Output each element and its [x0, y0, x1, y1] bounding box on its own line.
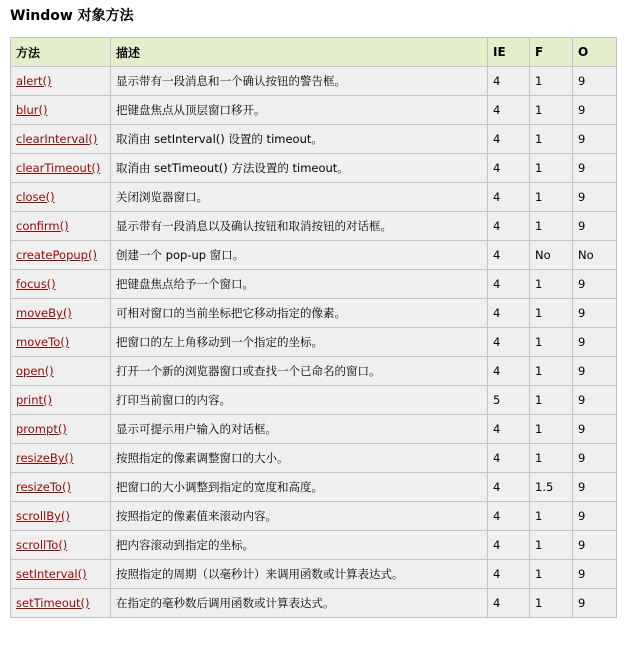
description-cell: 取消由 setTimeout() 方法设置的 timeout。 — [111, 154, 488, 183]
firefox-version-cell: 1 — [530, 154, 573, 183]
ie-version-cell: 4 — [488, 473, 530, 502]
opera-version-cell: 9 — [573, 183, 617, 212]
method-link[interactable]: print() — [16, 393, 52, 407]
opera-version-cell: 9 — [573, 415, 617, 444]
method-link[interactable]: clearTimeout() — [16, 161, 101, 175]
method-cell — [11, 96, 111, 125]
opera-version-cell: 9 — [573, 212, 617, 241]
opera-version-cell: 9 — [573, 154, 617, 183]
method-cell — [11, 67, 111, 96]
method-cell — [11, 212, 111, 241]
table-row — [11, 241, 617, 270]
description-cell: 关闭浏览器窗口。 — [111, 183, 488, 212]
table-row — [11, 299, 617, 328]
description-cell: 显示可提示用户输入的对话框。 — [111, 415, 488, 444]
firefox-version-cell: No — [530, 241, 573, 270]
description-cell: 按照指定的像素调整窗口的大小。 — [111, 444, 488, 473]
firefox-version-cell: 1 — [530, 96, 573, 125]
firefox-version-cell: 1 — [530, 328, 573, 357]
firefox-version-cell: 1 — [530, 299, 573, 328]
table-row — [11, 125, 617, 154]
method-link[interactable]: focus() — [16, 277, 56, 291]
description-cell: 把键盘焦点从顶层窗口移开。 — [111, 96, 488, 125]
firefox-version-cell: 1 — [530, 415, 573, 444]
firefox-version-cell: 1 — [530, 531, 573, 560]
firefox-version-cell: 1 — [530, 183, 573, 212]
description-cell: 打印当前窗口的内容。 — [111, 386, 488, 415]
table-row — [11, 502, 617, 531]
method-cell — [11, 473, 111, 502]
table-row — [11, 67, 617, 96]
table-row — [11, 444, 617, 473]
firefox-version-cell: 1 — [530, 386, 573, 415]
method-cell — [11, 357, 111, 386]
column-header-opera: O — [573, 38, 617, 67]
table-row — [11, 357, 617, 386]
opera-version-cell: 9 — [573, 473, 617, 502]
opera-version-cell: 9 — [573, 589, 617, 618]
firefox-version-cell: 1 — [530, 502, 573, 531]
description-cell: 可相对窗口的当前坐标把它移动指定的像素。 — [111, 299, 488, 328]
table-row — [11, 183, 617, 212]
method-link[interactable]: blur() — [16, 103, 48, 117]
table-row — [11, 154, 617, 183]
opera-version-cell: 9 — [573, 270, 617, 299]
ie-version-cell: 4 — [488, 299, 530, 328]
method-link[interactable]: moveBy() — [16, 306, 72, 320]
ie-version-cell: 4 — [488, 67, 530, 96]
table-row — [11, 415, 617, 444]
method-cell — [11, 415, 111, 444]
method-cell — [11, 241, 111, 270]
firefox-version-cell: 1 — [530, 125, 573, 154]
method-link[interactable]: scrollBy() — [16, 509, 70, 523]
method-cell — [11, 502, 111, 531]
method-link[interactable]: resizeTo() — [16, 480, 71, 494]
ie-version-cell: 4 — [488, 154, 530, 183]
method-cell — [11, 531, 111, 560]
description-cell: 按照指定的周期（以毫秒计）来调用函数或计算表达式。 — [111, 560, 488, 589]
ie-version-cell: 4 — [488, 357, 530, 386]
opera-version-cell: 9 — [573, 67, 617, 96]
firefox-version-cell: 1 — [530, 67, 573, 96]
ie-version-cell: 4 — [488, 589, 530, 618]
description-cell: 显示带有一段消息和一个确认按钮的警告框。 — [111, 67, 488, 96]
opera-version-cell: 9 — [573, 125, 617, 154]
table-row — [11, 270, 617, 299]
method-link[interactable]: confirm() — [16, 219, 69, 233]
method-link[interactable]: prompt() — [16, 422, 67, 436]
table-row — [11, 560, 617, 589]
opera-version-cell: 9 — [573, 299, 617, 328]
ie-version-cell: 4 — [488, 183, 530, 212]
opera-version-cell: 9 — [573, 328, 617, 357]
method-link[interactable]: open() — [16, 364, 54, 378]
table-header-row — [11, 38, 617, 67]
opera-version-cell: 9 — [573, 386, 617, 415]
method-cell — [11, 183, 111, 212]
firefox-version-cell: 1 — [530, 212, 573, 241]
description-cell: 把窗口的大小调整到指定的宽度和高度。 — [111, 473, 488, 502]
firefox-version-cell: 1 — [530, 444, 573, 473]
opera-version-cell: 9 — [573, 560, 617, 589]
method-cell — [11, 589, 111, 618]
opera-version-cell: 9 — [573, 502, 617, 531]
method-link[interactable]: close() — [16, 190, 55, 204]
description-cell: 取消由 setInterval() 设置的 timeout。 — [111, 125, 488, 154]
ie-version-cell: 4 — [488, 125, 530, 154]
table-row — [11, 531, 617, 560]
method-cell — [11, 154, 111, 183]
table-row — [11, 473, 617, 502]
ie-version-cell: 4 — [488, 502, 530, 531]
method-cell — [11, 125, 111, 154]
opera-version-cell: 9 — [573, 357, 617, 386]
column-header-description: 描述 — [111, 38, 488, 67]
method-cell — [11, 444, 111, 473]
description-cell: 把窗口的左上角移动到一个指定的坐标。 — [111, 328, 488, 357]
method-cell — [11, 270, 111, 299]
ie-version-cell: 4 — [488, 560, 530, 589]
firefox-version-cell: 1 — [530, 357, 573, 386]
method-link[interactable]: resizeBy() — [16, 451, 74, 465]
method-link[interactable]: setInterval() — [16, 567, 87, 581]
description-cell: 把内容滚动到指定的坐标。 — [111, 531, 488, 560]
method-cell — [11, 299, 111, 328]
ie-version-cell: 5 — [488, 386, 530, 415]
ie-version-cell: 4 — [488, 415, 530, 444]
firefox-version-cell: 1 — [530, 560, 573, 589]
method-link[interactable]: moveTo() — [16, 335, 70, 349]
ie-version-cell: 4 — [488, 270, 530, 299]
method-link[interactable]: createPopup() — [16, 248, 97, 262]
method-link[interactable]: scrollTo() — [16, 538, 68, 552]
firefox-version-cell: 1.5 — [530, 473, 573, 502]
ie-version-cell: 4 — [488, 212, 530, 241]
description-cell: 打开一个新的浏览器窗口或查找一个已命名的窗口。 — [111, 357, 488, 386]
methods-table — [10, 37, 617, 618]
opera-version-cell: 9 — [573, 444, 617, 473]
table-row — [11, 212, 617, 241]
opera-version-cell: 9 — [573, 531, 617, 560]
column-header-ie: IE — [488, 38, 530, 67]
table-row — [11, 96, 617, 125]
opera-version-cell: 9 — [573, 96, 617, 125]
firefox-version-cell: 1 — [530, 270, 573, 299]
table-row — [11, 386, 617, 415]
method-cell — [11, 386, 111, 415]
firefox-version-cell: 1 — [530, 589, 573, 618]
column-header-method: 方法 — [11, 38, 111, 67]
method-link[interactable]: clearInterval() — [16, 132, 98, 146]
ie-version-cell: 4 — [488, 328, 530, 357]
ie-version-cell: 4 — [488, 241, 530, 270]
description-cell: 在指定的毫秒数后调用函数或计算表达式。 — [111, 589, 488, 618]
description-cell: 创建一个 pop-up 窗口。 — [111, 241, 488, 270]
method-cell — [11, 328, 111, 357]
method-link[interactable]: alert() — [16, 74, 52, 88]
method-cell — [11, 560, 111, 589]
ie-version-cell: 4 — [488, 444, 530, 473]
description-cell: 显示带有一段消息以及确认按钮和取消按钮的对话框。 — [111, 212, 488, 241]
table-row — [11, 589, 617, 618]
opera-version-cell: No — [573, 241, 617, 270]
description-cell: 按照指定的像素值来滚动内容。 — [111, 502, 488, 531]
ie-version-cell: 4 — [488, 96, 530, 125]
description-cell: 把键盘焦点给予一个窗口。 — [111, 270, 488, 299]
ie-version-cell: 4 — [488, 531, 530, 560]
method-link[interactable]: setTimeout() — [16, 596, 90, 610]
page-title: Window 对象方法 — [10, 8, 134, 24]
table-row — [11, 328, 617, 357]
column-header-firefox: F — [530, 38, 573, 67]
